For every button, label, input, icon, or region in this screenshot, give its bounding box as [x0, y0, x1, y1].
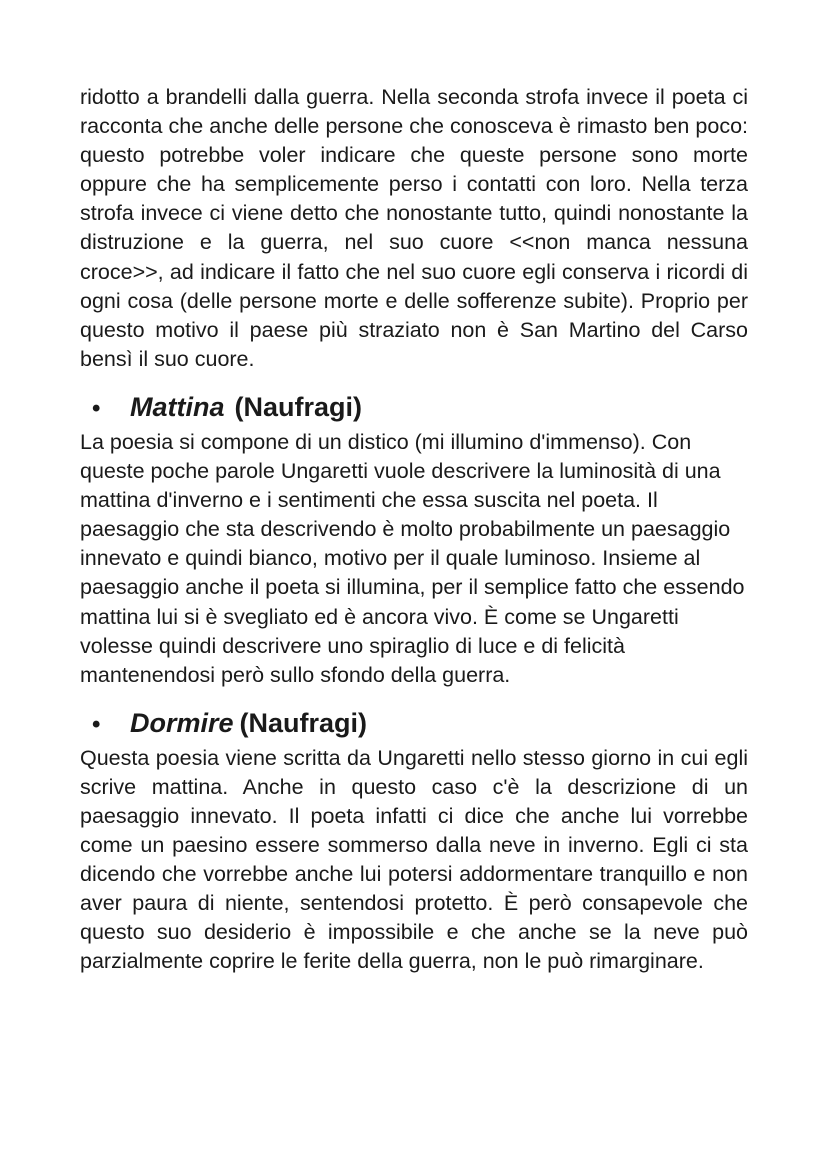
document-page: [80, 83, 748, 977]
section-subtitle: (Naufragi): [239, 707, 368, 738]
section-title: Dormire: [130, 707, 234, 738]
section-mattina: [80, 390, 748, 690]
section-heading: [80, 706, 748, 742]
section-paragraph: Questa poesia viene scritta da Ungaretti nello stesso giorno in cui egli scrive mattina. Anche in questo caso c'è la descrizione di un paesaggio innevato. Il poeta infatti ci dice che anche lui vorrebbe come un paesino essere sommerso dalla neve in inverno. Egli ci sta dicendo che vorrebbe anche lui potersi addormentare tranquillo e non aver paura di niente, sentendosi protetto. È però consapevole che questo suo desiderio è impossibile e che anche se la neve può parzialmente coprire le ferite della guerra, non le può rimarginare.: [80, 745, 748, 974]
intro-paragraph: ridotto a brandelli dalla guerra. Nella seconda strofa invece il poeta ci racconta che anche delle persone che conosceva è rimasto ben poco: questo potrebbe voler indicare che queste persone sono morte oppure che ha semplicemente perso i contatti con loro. Nella terza strofa invece ci viene detto che nonostante tutto, quindi nonostante la distruzione e la guerra, nel suo cuore <<non manca nessuna croce>>, ad indicare il fatto che nel suo cuore egli conserva i ricordi di ogni cosa (delle persone morte e delle sofferenze subite). Proprio per questo motivo il paese più straziato non è San Martino del Carso bensì il suo cuore.: [80, 85, 748, 371]
section-heading: [80, 390, 748, 426]
section-subtitle: (Naufragi): [234, 391, 362, 422]
section-title: Mattina: [130, 391, 225, 422]
section-dormire: [80, 706, 748, 977]
section-paragraph: La poesia si compone di un distico (mi illumino d'immenso). Con queste poche parole Ungaretti vuole descrivere la luminosità di una mattina d'inverno e i sentimenti che essa suscita nel poeta. Il paesaggio che sta descrivendo è molto probabilmente un paesaggio innevato e quindi bianco, motivo per il quale luminoso. Insieme al paesaggio anche il poeta si illumina, per il semplice fatto che essendo mattina lui si è svegliato ed è ancora vivo. È come se Ungaretti volesse quindi descrivere uno spiraglio di luce e di felicità mantenendosi però sullo sfondo della guerra.: [80, 429, 745, 687]
bullet-icon: •: [92, 394, 101, 422]
bullet-icon: •: [92, 710, 101, 738]
